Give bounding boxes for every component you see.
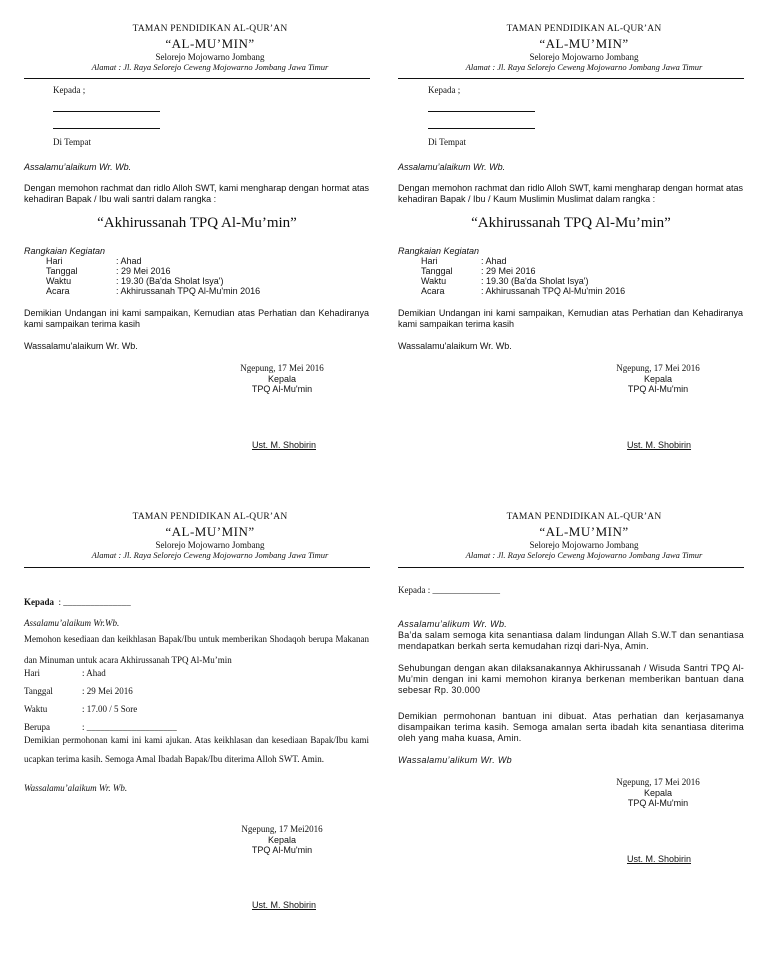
di-tempat: Di Tempat [53, 137, 91, 147]
signature-org: TPQ Al-Mu'min [251, 384, 313, 394]
header-name: “AL-MU’MIN” [539, 36, 629, 51]
signature-org: TPQ Al-Mu'min [251, 845, 313, 855]
signature-role: Kepala [643, 788, 673, 798]
header-name: “AL-MU’MIN” [539, 524, 629, 539]
signature-name: Ust. M. Shobirin [626, 854, 692, 864]
header-title: TAMAN PENDIDIKAN AL-QUR’AN [506, 24, 662, 34]
schedule-row: Hari : Ahad [421, 256, 507, 266]
header-title: TAMAN PENDIDIKAN AL-QUR’AN [132, 24, 288, 34]
greeting: Assalamu’alaikum Wr. Wb. [24, 162, 132, 172]
schedule-row: Acara : Akhirussanah TPQ Al-Mu'min 2016 [46, 286, 261, 296]
closing-paragraph: Demikian Undangan ini kami sampaikan, Kemudian atas Perhatian dan Kehadiranya kami sampaikan terima kasih [24, 308, 369, 329]
rangkaian-kegiatan: Rangkaian Kegiatan [398, 246, 480, 256]
header-title: TAMAN PENDIDIKAN AL-QUR’AN [506, 512, 662, 522]
header-name: “AL-MU’MIN” [165, 36, 255, 51]
closing-paragraph: Demikian permohonan kami ini kami ajukan. Atas keikhlasan dan kesediaan Bapak/Ibu kami ucapkan terima kasih. Semoga Amal Ibadah Bapak/Ibu diterima Alloh SWT. Amin. [24, 735, 369, 764]
greeting: Assalamu’alaikum Wr. Wb. [398, 162, 506, 172]
header-location: Selorejo Mojowarno Jombang [155, 540, 265, 550]
signature-name: Ust. M. Shobirin [251, 900, 317, 910]
schedule [46, 256, 260, 296]
schedule-row: Tanggal : 29 Mei 2016 [421, 266, 536, 276]
rangkaian-kegiatan: Rangkaian Kegiatan [24, 246, 106, 256]
recipient-line: Kepada : _______________ [24, 597, 131, 607]
schedule-row: Waktu : 19.30 (Ba'da Sholat Isya') [46, 276, 224, 286]
greeting: Assalamu’alaikum Wr.Wb. [24, 618, 120, 628]
intro-paragraph: Dengan memohon rachmat dan ridlo Alloh SWT, kami mengharap dengan hormat atas kehadiran Bapak / Ibu wali santri dalam rangka : [24, 183, 369, 204]
recipient-label: Kepada ; [428, 85, 461, 95]
header-title: TAMAN PENDIDIKAN AL-QUR’AN [132, 512, 288, 522]
signature-name: Ust. M. Shobirin [626, 440, 692, 450]
schedule-row: Berupa : ____________________ [24, 722, 177, 732]
di-tempat: Di Tempat [428, 137, 466, 147]
signature-date: Ngepung, 17 Mei2016 [241, 824, 323, 834]
schedule-row: Hari : Ahad [24, 668, 106, 678]
greeting: Assalamu’alikum Wr. Wb. [398, 619, 508, 629]
intro-paragraph: Dengan memohon rachmat dan ridlo Alloh SWT, kami mengharap dengan hormat atas kehadiran Bapak / Ibu / Kaum Muslimin Muslimat dalam rangka : [398, 183, 743, 204]
recipient-label: Kepada ; [53, 85, 86, 95]
signature-role: Kepala [267, 835, 297, 845]
header-divider [24, 78, 370, 79]
schedule-row: Waktu : 19.30 (Ba'da Sholat Isya') [421, 276, 589, 286]
schedule-row: Hari : Ahad [46, 256, 142, 266]
wassalam: Wassalamu'alaikum Wr. Wb. [398, 341, 512, 351]
header-divider [398, 78, 744, 79]
wassalam: Wassalamu’alaikum Wr. Wb. [24, 783, 128, 793]
schedule [421, 256, 625, 296]
signature-date: Ngepung, 17 Mei 2016 [240, 363, 324, 373]
recipient-line [428, 128, 535, 129]
schedule-row: Tanggal : 29 Mei 2016 [46, 266, 171, 276]
header-address: Alamat : Jl. Raya Selorejo Ceweng Mojowarno Jombang Jawa Timur [91, 550, 329, 560]
recipient-line [53, 111, 160, 112]
signature-name: Ust. M. Shobirin [251, 440, 317, 450]
paragraph-2: Sehubungan dengan akan dilaksanakannya Akhirussanah / Wisuda Santri TPQ Al-Mu’min dengan ini kami memohon kiranya berkenan memberikan bantuan dana sebesar Rp. 30.000 [398, 663, 744, 695]
header-address: Alamat : Jl. Raya Selorejo Ceweng Mojowarno Jombang Jawa Timur [465, 550, 703, 560]
closing-paragraph: Demikian Undangan ini kami sampaikan, Kemudian atas Perhatian dan Kehadiranya kami sampaikan terima kasih [398, 308, 743, 329]
header-address: Alamat : Jl. Raya Selorejo Ceweng Mojowarno Jombang Jawa Timur [91, 62, 329, 72]
event-title: “Akhirussanah TPQ Al-Mu’min” [97, 215, 297, 231]
paragraph-1: Ba’da salam semoga kita senantiasa dalam lindungan Allah S.W.T dan senantiasa mendapatkan berkah serta kemudahan rizqi dari-Nya, Amin. [398, 630, 744, 651]
wassalam: Wassalamu'alaikum Wr. Wb. [24, 341, 138, 351]
event-title: “Akhirussanah TPQ Al-Mu’min” [471, 215, 671, 231]
signature-org: TPQ Al-Mu'min [627, 798, 689, 808]
recipient-line: Kepada : _______________ [398, 585, 500, 595]
intro-paragraph: Memohon kesediaan dan keikhlasan Bapak/Ibu untuk memberikan Shodaqoh berupa Makanan dan Minuman untuk acara Akhirussanah TPQ Al-Mu’min [24, 634, 369, 665]
signature-role: Kepala [267, 374, 297, 384]
signature-date: Ngepung, 17 Mei 2016 [616, 777, 700, 787]
paragraph-3: Demikian permohonan bantuan ini dibuat. Atas perhatian dan kerjasamanya disampaikan terima kasih. Semoga amalan serta ibadah kita senantiasa diterima oleh yang maha kuasa, Amin. [398, 711, 744, 743]
header-address: Alamat : Jl. Raya Selorejo Ceweng Mojowarno Jombang Jawa Timur [465, 62, 703, 72]
signature-org: TPQ Al-Mu'min [627, 384, 689, 394]
signature-role: Kepala [643, 374, 673, 384]
header-location: Selorejo Mojowarno Jombang [529, 540, 639, 550]
header-location: Selorejo Mojowarno Jombang [529, 52, 639, 62]
recipient-line [53, 128, 160, 129]
header-divider [398, 567, 744, 568]
header-divider [24, 567, 370, 568]
schedule [24, 664, 177, 736]
schedule-row: Tanggal : 29 Mei 2016 [24, 686, 133, 696]
recipient-line [428, 111, 535, 112]
header-location: Selorejo Mojowarno Jombang [155, 52, 265, 62]
schedule-row: Waktu : 17.00 / 5 Sore [24, 704, 138, 714]
wassalam: Wassalamu’alikum Wr. Wb [398, 755, 512, 765]
signature-date: Ngepung, 17 Mei 2016 [616, 363, 700, 373]
header-name: “AL-MU’MIN” [165, 524, 255, 539]
schedule-row: Acara : Akhirussanah TPQ Al-Mu'min 2016 [421, 286, 626, 296]
